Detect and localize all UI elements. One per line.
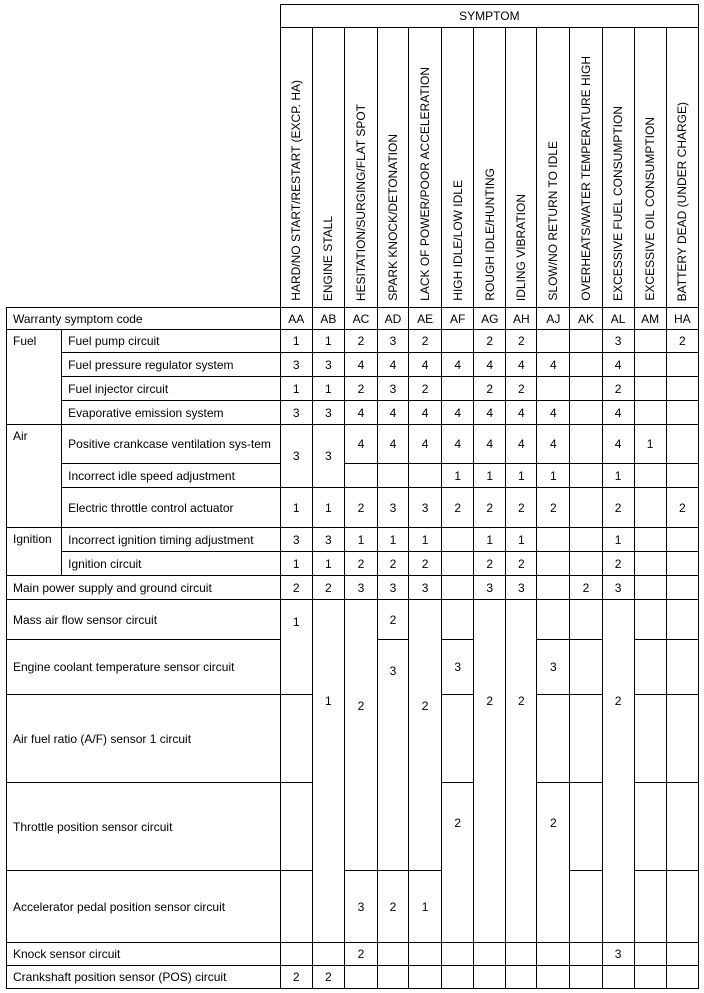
- cell-ha: [666, 783, 698, 871]
- cell-ak: [570, 401, 602, 425]
- cell-ac: 2: [344, 488, 377, 528]
- symptom-header: SYMPTOM: [280, 5, 698, 28]
- cell-ae: 2: [409, 330, 442, 353]
- cell-ae: 1: [409, 871, 442, 943]
- cell-aa: 1: [280, 488, 312, 528]
- cell-ab: 1: [312, 488, 344, 528]
- cell-ak: [570, 330, 602, 353]
- cell-ha: [666, 353, 698, 377]
- cell-ag: 2: [474, 330, 506, 353]
- cell-aa: 1: [280, 377, 312, 401]
- symptom-code: AH: [506, 308, 537, 330]
- cell-ha: [666, 552, 698, 576]
- cell-ab: 3: [312, 353, 344, 377]
- cell-ad: 3: [377, 330, 408, 353]
- cell-ac: 4: [344, 353, 377, 377]
- cell-aj: 4: [537, 425, 570, 464]
- cell-ac: 2: [344, 377, 377, 401]
- cell-ak: [570, 425, 602, 464]
- row-label: Throttle position sensor circuit: [7, 783, 281, 871]
- cell-am: [634, 353, 666, 377]
- cell-ha: 2: [666, 488, 698, 528]
- cell-af: 3: [442, 640, 474, 695]
- cell-am: [634, 464, 666, 488]
- symptom-code: HA: [666, 308, 698, 330]
- cell-al: 4: [602, 425, 634, 464]
- cell-ag: 4: [474, 353, 506, 377]
- cell-al: 3: [602, 330, 634, 353]
- cell-ha: [666, 464, 698, 488]
- cell-ac: 3: [344, 576, 377, 600]
- row-label: Incorrect idle speed adjustment: [62, 464, 281, 488]
- cell-af: [442, 600, 474, 640]
- cell-ah: 1: [506, 464, 537, 488]
- cell-am: [634, 401, 666, 425]
- cell-ad: 2: [377, 600, 408, 640]
- cell-am: [634, 600, 666, 640]
- cell-ab: 3: [312, 401, 344, 425]
- symptom-name: HESITATION/SURGING/FLAT SPOT: [353, 103, 368, 301]
- cell-am: [634, 695, 666, 783]
- cell-ae: 3: [409, 488, 442, 528]
- cell-ad: 3: [377, 640, 408, 871]
- cell-ha: [666, 576, 698, 600]
- cell-ab: 3: [312, 425, 344, 488]
- cell-am: [634, 943, 666, 966]
- cell-ae: 2: [409, 552, 442, 576]
- cell-ha: [666, 401, 698, 425]
- table-row: [7, 871, 699, 943]
- cell-am: [634, 552, 666, 576]
- cell-af: 4: [442, 353, 474, 377]
- table-row: [7, 401, 699, 425]
- cell-al: 2: [602, 377, 634, 401]
- cell-am: [634, 640, 666, 695]
- cell-aa: 1: [280, 552, 312, 576]
- cell-ak: [570, 488, 602, 528]
- row-label: Air fuel ratio (A/F) sensor 1 circuit: [7, 695, 281, 783]
- cell-ag: 4: [474, 425, 506, 464]
- row-label: Electric throttle control actuator: [62, 488, 281, 528]
- symptom-name: SLOW/NO RETURN TO IDLE: [546, 141, 561, 301]
- table-row: [7, 377, 699, 401]
- cell-ab: 1: [312, 377, 344, 401]
- cell-ac: 4: [344, 401, 377, 425]
- symptom-column-header: [537, 28, 570, 308]
- cell-aa: 3: [280, 528, 312, 552]
- cell-ag: 1: [474, 528, 506, 552]
- symptom-column-header: [474, 28, 506, 308]
- cell-ad: 3: [377, 576, 408, 600]
- cell-ad: 4: [377, 425, 408, 464]
- symptom-column-header: [280, 28, 312, 308]
- row-label: Fuel pressure regulator system: [62, 353, 281, 377]
- row-label: Main power supply and ground circuit: [7, 576, 281, 600]
- cell-am: [634, 528, 666, 552]
- cell-am: [634, 330, 666, 353]
- cell-ak: [570, 600, 602, 640]
- row-label: Fuel injector circuit: [62, 377, 281, 401]
- row-label: Crankshaft position sensor (POS) circuit: [7, 966, 281, 989]
- cell-af: 4: [442, 425, 474, 464]
- symptom-column-header: [344, 28, 377, 308]
- cell-ad: 2: [377, 552, 408, 576]
- cell-aa: 1: [280, 330, 312, 353]
- symptom-code: AB: [312, 308, 344, 330]
- cell-am: [634, 576, 666, 600]
- cell-ab: 2: [312, 576, 344, 600]
- cell-ag: 4: [474, 401, 506, 425]
- row-label: Mass air flow sensor circuit: [7, 600, 281, 640]
- cell-ag: 2: [474, 600, 506, 943]
- group-fuel: Fuel: [7, 330, 62, 425]
- cell-ha: [666, 600, 698, 640]
- cell-ak: [570, 640, 602, 695]
- cell-ag: 2: [474, 377, 506, 401]
- symptom-column-header: [634, 28, 666, 308]
- cell-ha: [666, 943, 698, 966]
- symptom-name: IDLING VIBRATION: [514, 193, 529, 301]
- cell-al: 4: [602, 401, 634, 425]
- cell-ae: [409, 464, 442, 488]
- symptom-name: SPARK KNOCK/DETONATION: [386, 134, 400, 301]
- cell-ac: 1: [344, 528, 377, 552]
- row-label: Engine coolant temperature sensor circuit: [7, 640, 281, 695]
- symptom-code: AK: [570, 308, 602, 330]
- table-row: [7, 353, 699, 377]
- symptom-column-header: [377, 28, 408, 308]
- cell-ag: [474, 943, 506, 966]
- cell-aa: 1: [280, 600, 312, 695]
- cell-ha: [666, 640, 698, 695]
- cell-ak: 2: [570, 576, 602, 600]
- cell-aj: 4: [537, 401, 570, 425]
- cell-ah: 2: [506, 600, 537, 943]
- symptom-code: AL: [602, 308, 634, 330]
- cell-ae: 4: [409, 401, 442, 425]
- cell-ak: [570, 966, 602, 989]
- symptom-name: OVERHEATS/WATER TEMPERATURE HIGH: [578, 56, 593, 301]
- symptom-code: AA: [280, 308, 312, 330]
- cell-af: [442, 330, 474, 353]
- cell-ac: 2: [344, 943, 377, 966]
- symptom-code: AC: [344, 308, 377, 330]
- cell-ac: 4: [344, 425, 377, 464]
- cell-ah: 2: [506, 330, 537, 353]
- symptom-name: EXCESSIVE FUEL CONSUMPTION: [611, 106, 626, 301]
- cell-ad: 2: [377, 871, 408, 943]
- cell-aj: 4: [537, 353, 570, 377]
- cell-aj: [537, 966, 570, 989]
- cell-aj: 1: [537, 464, 570, 488]
- cell-ag: [474, 966, 506, 989]
- symptom-column-header: [312, 28, 344, 308]
- cell-af: [442, 966, 474, 989]
- cell-ah: 4: [506, 401, 537, 425]
- table-row: [7, 576, 699, 600]
- cell-al: 2: [602, 552, 634, 576]
- symptom-code: AJ: [537, 308, 570, 330]
- cell-ae: 1: [409, 528, 442, 552]
- cell-aj: [537, 943, 570, 966]
- cell-ad: 3: [377, 377, 408, 401]
- table-row: [7, 330, 699, 353]
- row-label: Fuel pump circuit: [62, 330, 281, 353]
- cell-ae: 2: [409, 600, 442, 871]
- cell-ah: 4: [506, 425, 537, 464]
- cell-af: 4: [442, 401, 474, 425]
- cell-ah: 2: [506, 552, 537, 576]
- cell-ab: 1: [312, 600, 344, 943]
- table-row: [7, 966, 699, 989]
- cell-ak: [570, 871, 602, 943]
- cell-ab: 1: [312, 552, 344, 576]
- corner-cell: [7, 5, 281, 308]
- cell-ac: 2: [344, 552, 377, 576]
- symptom-column-header: [442, 28, 474, 308]
- table-row: [7, 943, 699, 966]
- cell-ac: 3: [344, 871, 377, 943]
- symptom-column-header: [570, 28, 602, 308]
- cell-ae: 4: [409, 353, 442, 377]
- cell-ad: [377, 464, 408, 488]
- cell-aj: [537, 330, 570, 353]
- cell-aj: [537, 528, 570, 552]
- group-air: Air: [7, 425, 62, 528]
- cell-ab: 3: [312, 528, 344, 552]
- cell-al: [602, 966, 634, 989]
- cell-al: 3: [602, 943, 634, 966]
- cell-af: 2: [442, 488, 474, 528]
- cell-ab: 2: [312, 966, 344, 989]
- row-label: Accelerator pedal position sensor circuit: [7, 871, 281, 943]
- cell-ah: 3: [506, 576, 537, 600]
- cell-al: 2: [602, 488, 634, 528]
- cell-ad: [377, 966, 408, 989]
- cell-ah: 2: [506, 377, 537, 401]
- cell-ha: [666, 695, 698, 783]
- cell-aj: [537, 377, 570, 401]
- cell-ah: [506, 966, 537, 989]
- row-label: Incorrect ignition timing adjustment: [62, 528, 281, 552]
- row-label: Positive crankcase ventilation sys-tem: [62, 425, 281, 464]
- cell-ha: [666, 377, 698, 401]
- cell-am: [634, 966, 666, 989]
- symptom-matrix-table: [6, 4, 699, 989]
- cell-aj: [537, 576, 570, 600]
- symptom-name: HARD/NO START/RESTART (EXCP. HA): [289, 80, 304, 301]
- cell-aa: [280, 943, 312, 966]
- cell-ad: [377, 943, 408, 966]
- table-row: [7, 552, 699, 576]
- cell-af: [442, 943, 474, 966]
- symptom-column-header: [506, 28, 537, 308]
- symptom-code: AM: [634, 308, 666, 330]
- group-ignition: Ignition: [7, 528, 62, 576]
- cell-al: 2: [602, 600, 634, 943]
- cell-ac: [344, 966, 377, 989]
- row-label: Ignition circuit: [62, 552, 281, 576]
- cell-ag: 2: [474, 552, 506, 576]
- cell-aa: [280, 871, 312, 943]
- cell-aa: [280, 783, 312, 871]
- symptom-name: EXCESSIVE OIL CONSUMPTION: [643, 117, 658, 301]
- cell-ab: [312, 943, 344, 966]
- table-row: [7, 425, 699, 464]
- cell-aj: [537, 695, 570, 783]
- cell-aa: [280, 695, 312, 783]
- cell-am: [634, 783, 666, 871]
- cell-ag: 1: [474, 464, 506, 488]
- cell-ae: 2: [409, 377, 442, 401]
- cell-ac: [344, 464, 377, 488]
- symptom-code: AF: [442, 308, 474, 330]
- cell-ha: [666, 966, 698, 989]
- cell-ak: [570, 528, 602, 552]
- table-row: [7, 464, 699, 488]
- row-label: Evaporative emission system: [62, 401, 281, 425]
- cell-ah: 1: [506, 528, 537, 552]
- cell-af: [442, 377, 474, 401]
- symptom-name: ENGINE STALL: [321, 215, 336, 301]
- cell-ak: [570, 695, 602, 783]
- cell-ae: [409, 943, 442, 966]
- cell-ab: 1: [312, 330, 344, 353]
- table-row: [7, 600, 699, 640]
- cell-ad: 4: [377, 353, 408, 377]
- cell-ag: 2: [474, 488, 506, 528]
- symptom-code: AE: [409, 308, 442, 330]
- cell-ac: 2: [344, 600, 377, 871]
- cell-am: [634, 871, 666, 943]
- cell-aa: 2: [280, 966, 312, 989]
- table-row: [7, 488, 699, 528]
- cell-aj: 2: [537, 488, 570, 528]
- symptom-name: HIGH IDLE/LOW IDLE: [450, 180, 465, 301]
- cell-ak: [570, 464, 602, 488]
- cell-ak: [570, 377, 602, 401]
- cell-am: [634, 488, 666, 528]
- cell-af: [442, 576, 474, 600]
- cell-ac: 2: [344, 330, 377, 353]
- cell-ae: [409, 966, 442, 989]
- cell-af: [442, 528, 474, 552]
- row-label: Knock sensor circuit: [7, 943, 281, 966]
- symptom-name: LACK OF POWER/POOR ACCELERATION: [418, 67, 433, 301]
- cell-al: 1: [602, 464, 634, 488]
- symptom-code: AG: [474, 308, 506, 330]
- cell-ak: [570, 552, 602, 576]
- cell-ak: [570, 783, 602, 871]
- cell-ha: 2: [666, 330, 698, 353]
- cell-al: 1: [602, 528, 634, 552]
- cell-al: 3: [602, 576, 634, 600]
- cell-ae: 3: [409, 576, 442, 600]
- cell-aa: 3: [280, 353, 312, 377]
- cell-ha: [666, 871, 698, 943]
- cell-aa: 3: [280, 401, 312, 425]
- cell-aj: 2: [537, 783, 570, 943]
- symptom-column-header: [602, 28, 634, 308]
- symptom-column-header: [409, 28, 442, 308]
- symptom-code: AD: [377, 308, 408, 330]
- cell-ag: 3: [474, 576, 506, 600]
- symptom-column-header: [666, 28, 698, 308]
- warranty-symptom-code-label: Warranty symptom code: [7, 308, 281, 330]
- cell-am: 1: [634, 425, 666, 464]
- table-row: [7, 528, 699, 552]
- symptom-name: BATTERY DEAD (UNDER CHARGE): [675, 101, 690, 301]
- cell-aj: [537, 600, 570, 640]
- cell-am: [634, 377, 666, 401]
- cell-ah: 2: [506, 488, 537, 528]
- cell-al: 4: [602, 353, 634, 377]
- cell-ak: [570, 353, 602, 377]
- cell-af: [442, 552, 474, 576]
- cell-ae: 4: [409, 425, 442, 464]
- cell-ha: [666, 528, 698, 552]
- cell-ad: 4: [377, 401, 408, 425]
- cell-ad: 3: [377, 488, 408, 528]
- cell-ah: [506, 943, 537, 966]
- cell-af: 2: [442, 783, 474, 943]
- cell-ha: [666, 425, 698, 464]
- cell-aj: [537, 552, 570, 576]
- cell-aa: 3: [280, 425, 312, 488]
- cell-aa: 2: [280, 576, 312, 600]
- cell-aj: 3: [537, 640, 570, 695]
- cell-ak: [570, 943, 602, 966]
- cell-af: 1: [442, 464, 474, 488]
- cell-ah: 4: [506, 353, 537, 377]
- cell-ad: 1: [377, 528, 408, 552]
- symptom-name: ROUGH IDLE/HUNTING: [482, 168, 497, 301]
- cell-af: [442, 695, 474, 783]
